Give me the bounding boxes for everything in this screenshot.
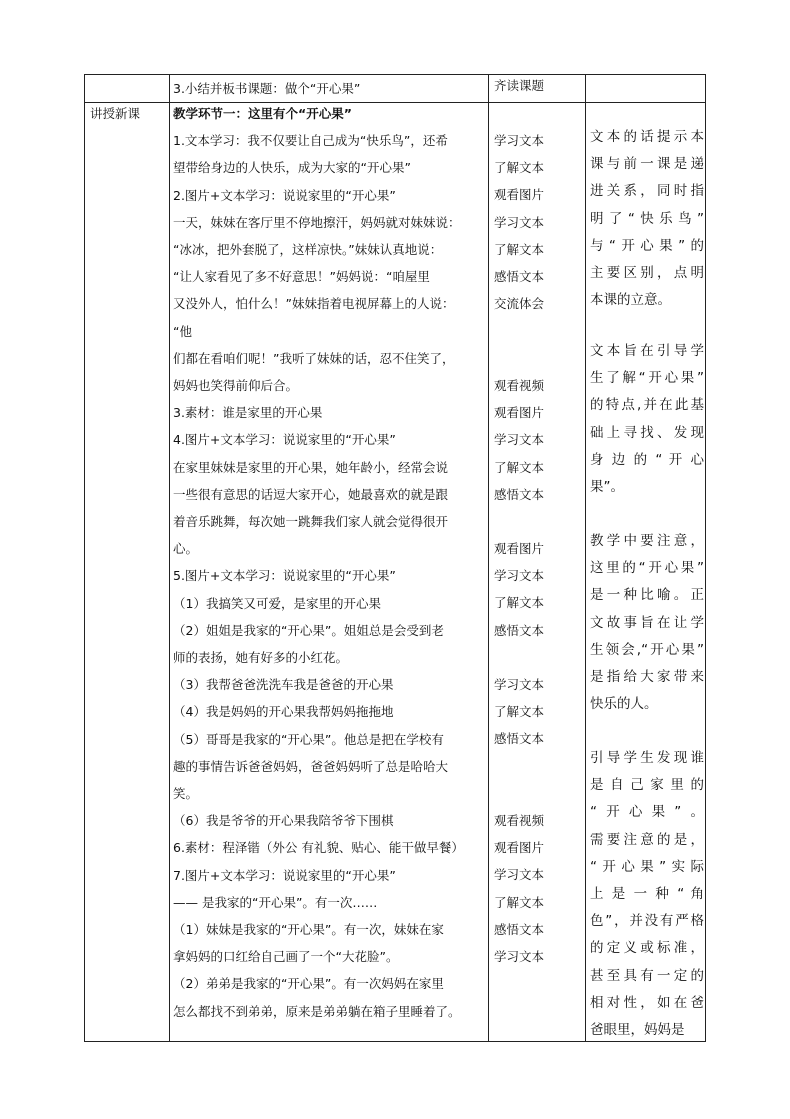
activity-item: 学习文本 xyxy=(494,949,545,965)
activity-item: 学习文本 xyxy=(494,867,545,883)
notes-group-1 xyxy=(590,124,704,314)
content-line: 着音乐跳舞，每次她一跳舞我们家人就会觉得很开 xyxy=(173,514,449,529)
activity-item: 观看图片 xyxy=(494,405,545,421)
note-line: 色”，并没有严格 xyxy=(590,913,704,930)
content-line: 师的表扬，她有好多的小红花。 xyxy=(173,650,349,665)
notes-group-4 xyxy=(590,745,704,1044)
content-line: 望带给身边的人快乐，成为大家的“开心果” xyxy=(173,160,411,176)
content-line: “让人家看见了多不好意思！”妈妈说：“咱屋里 xyxy=(173,269,430,285)
activities-group-2 xyxy=(494,372,544,508)
note-line: 文本的话提示本 xyxy=(590,129,704,145)
note-line: “开心果”。 xyxy=(590,804,704,821)
note-line: 这里的“开心果” xyxy=(590,560,704,577)
content-line: 3.素材：谁是家里的开心果 xyxy=(173,405,323,421)
note-line: 的定义或标准， xyxy=(590,940,704,957)
activity-item: 感悟文本 xyxy=(494,921,545,937)
content-line: 妈妈也笑得前仰后合。 xyxy=(173,378,299,393)
content-line: 6.素材：程泽锴（外公 有礼貌、贴心、能干做早餐） xyxy=(173,840,464,856)
col-divider-3 xyxy=(585,75,586,1041)
note-line: 明了“快乐鸟” xyxy=(590,210,704,227)
content-line: 心。 xyxy=(173,541,199,557)
content-line: 在家里妹妹是家里的开心果，她年龄小，经常会说 xyxy=(173,459,449,475)
note-line: 果”。 xyxy=(590,479,624,496)
activity-item: 感悟文本 xyxy=(494,731,545,747)
content-line: 笑。 xyxy=(173,786,199,801)
note-line: 是 自 己 家 里 的 xyxy=(590,777,704,794)
content-line: （5）哥哥是我家的“开心果”。他总是把在学校有 xyxy=(173,731,444,747)
activity-item: 了解文本 xyxy=(494,459,545,475)
note-line: 是一种比喻。正 xyxy=(590,587,704,604)
activity-item: 观看图片 xyxy=(494,541,545,556)
note-line: 文本旨在引导学 xyxy=(590,343,704,359)
activity-item: 感悟文本 xyxy=(494,486,545,502)
activity-item: 了解文本 xyxy=(494,894,545,910)
note-line: 生领会,“开心果” xyxy=(590,641,704,658)
activity-item: 了解文本 xyxy=(494,160,545,176)
note-line: 主要区别，点明 xyxy=(590,265,704,282)
activity-item: 学习文本 xyxy=(494,568,545,584)
note-line: 需要注意的是， xyxy=(590,831,704,848)
note-line: 课与前一课是递 xyxy=(590,156,704,173)
activity-item: 观看视频 xyxy=(494,813,545,828)
activities-group-5 xyxy=(494,807,544,970)
content-line: （4）我是妈妈的开心果我帮妈妈拖拖地 xyxy=(173,704,394,720)
note-line: 与“开心果”的 xyxy=(590,237,704,254)
content-line: （1）妹妹是我家的“开心果”。有一次，妹妹在家 xyxy=(173,922,444,937)
note-line: 本课的立意。 xyxy=(590,292,671,309)
activity-item: 了解文本 xyxy=(494,241,545,257)
activity-item: 感悟文本 xyxy=(494,622,545,638)
note-line: 爸眼里，妈妈是 xyxy=(590,1022,685,1039)
section-label: 讲授新课 xyxy=(90,106,141,121)
activity-item: 观看图片 xyxy=(494,840,545,856)
activity-item: 学习文本 xyxy=(494,214,545,230)
content-line: 7.图片+文本学习：说说家里的“开心果” xyxy=(173,867,396,883)
header-activity: 齐读课题 xyxy=(494,78,545,93)
activity-item: 观看视频 xyxy=(494,378,545,393)
note-line: 身 边 的 “ 开 心 xyxy=(590,451,704,468)
content-line: （1）我搞笑又可爱，是家里的开心果 xyxy=(173,595,381,611)
note-line: 快乐的人。 xyxy=(590,696,658,713)
content-line: “冰冰，把外套脱了，这样凉快。”妹妹认真地说： xyxy=(173,242,443,257)
content-line: 一些很有意思的话逗大家开心，她最喜欢的就是跟 xyxy=(173,486,449,502)
content-line: （2）姐姐是我家的“开心果”。姐姐总是会受到老 xyxy=(173,622,444,638)
note-line: 的特点,并在此基 xyxy=(590,397,704,414)
col-divider-1 xyxy=(169,75,170,1041)
notes-group-3 xyxy=(590,528,704,718)
content-line: 1.文本学习：我不仅要让自己成为“快乐鸟”，还希 xyxy=(173,133,448,149)
activities-group-4 xyxy=(494,671,544,753)
content-line: 4.图片+文本学习：说说家里的“开心果” xyxy=(173,432,396,448)
note-line: 上 是 一 种 “ 角 xyxy=(590,886,704,903)
header-content: 3.小结并板书课题：做个“开心果” xyxy=(173,81,361,96)
activity-item: 学习文本 xyxy=(494,677,545,692)
activity-item: 感悟文本 xyxy=(494,269,545,285)
content-line: 们都在看咱们呢！”我听了妹妹的话，忍不住笑了， xyxy=(173,350,455,366)
activity-item: 了解文本 xyxy=(494,595,545,611)
note-line: 文故事旨在让学 xyxy=(590,614,704,631)
note-line: “开心果”实际 xyxy=(590,858,704,875)
note-line: 甚至具有一定的 xyxy=(590,967,704,984)
content-line: 趣的事情告诉爸爸妈妈，爸爸妈妈听了总是哈哈大 xyxy=(173,758,449,774)
note-line: 是指给大家带来 xyxy=(590,669,704,686)
activity-item: 观看图片 xyxy=(494,187,545,203)
activity-item: 学习文本 xyxy=(494,432,545,448)
col-divider-2 xyxy=(488,75,489,1041)
activity-item: 交流体会 xyxy=(494,296,545,312)
activity-item: 学习文本 xyxy=(494,133,545,148)
content-line: 一天，妹妹在客厅里不停地擦汗，妈妈就对妹妹说： xyxy=(173,214,461,230)
note-line: 础上寻找、发现 xyxy=(590,424,704,441)
activities-group-3 xyxy=(494,535,544,644)
note-line: 进关系，同时指 xyxy=(590,183,704,200)
content-line: 教学环节一：这里有个“开心果” xyxy=(173,106,352,121)
content-line: 2.图片+文本学习：说说家里的“开心果” xyxy=(173,187,396,203)
content-line: 又没外人，怕什么！”妹妹指着电视屏幕上的人说： xyxy=(173,296,455,312)
content-line: “他 xyxy=(173,323,192,339)
activity-item: 了解文本 xyxy=(494,704,545,720)
note-line: 引导学生发现谁 xyxy=(590,750,704,766)
note-line: 生了解“开心果” xyxy=(590,370,704,387)
content-line: 怎么都找不到弟弟，原来是弟弟躺在箱子里睡着了。 xyxy=(173,1003,461,1019)
content-line: 5.图片+文本学习：说说家里的“开心果” xyxy=(173,568,396,584)
note-line: 教学中要注意， xyxy=(590,533,704,549)
content-line: —— 是我家的“开心果”。有一次…… xyxy=(173,894,378,910)
content-line: 拿妈妈的口红给自己画了一个“大花脸”。 xyxy=(173,949,399,965)
activities-group-1 xyxy=(494,127,544,317)
content-line: （2）弟弟是我家的“开心果”。有一次妈妈在家里 xyxy=(173,976,444,992)
content-line: （6）我是爷爷的开心果我陪爷爷下围棋 xyxy=(173,813,394,829)
note-line: 相对性，如在爸 xyxy=(590,994,704,1011)
content-line: （3）我帮爸爸洗洗车我是爸爸的开心果 xyxy=(173,677,394,693)
notes-group-2 xyxy=(590,338,704,501)
